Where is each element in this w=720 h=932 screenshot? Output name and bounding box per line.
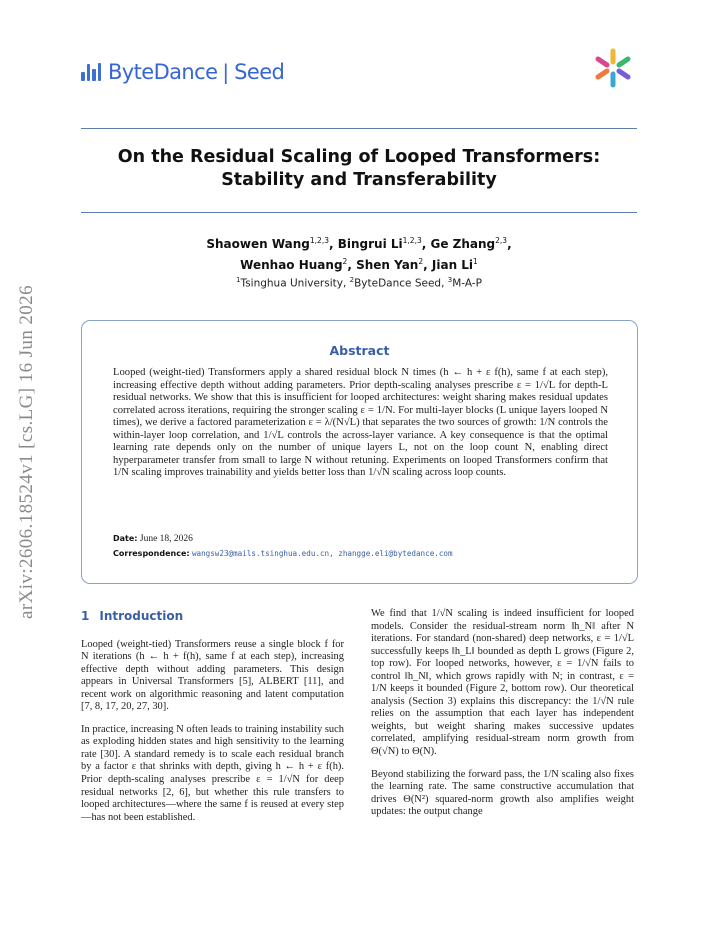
author-line xyxy=(81,232,637,253)
affiliation: M-A-P xyxy=(452,277,482,290)
correspondence-line xyxy=(113,549,608,559)
email-link[interactable]: wangsw23@mails.tsinghua.edu.cn xyxy=(191,549,330,558)
abstract-heading: Abstract xyxy=(329,343,390,358)
body-paragraph: Beyond stabilizing the forward pass, the 1/N scaling also fixes the learning rate. The same constructive accumulation that drives Θ(N²) squared-norm growth also amplifies weight updates: the output change xyxy=(371,768,634,818)
author-affil-mark: 2 xyxy=(418,257,424,266)
title-line: On the Residual Scaling of Looped Transformers: xyxy=(117,147,601,167)
correspondence-label: Correspondence: xyxy=(113,549,190,558)
seed-star-icon xyxy=(592,47,634,89)
body-paragraph: Looped (weight-tied) Transformers reuse a single block f for N iterations (h ← h + f(h), same f at each step), increasing effective depth without adding parameters. This design appears in Universal Transformers [5], ALBERT [11], and recent work on algorithmic reasoning and latent computation [7, 8, 17, 20, 27, 30]. xyxy=(81,638,344,713)
body-paragraph: We find that 1/√N scaling is indeed insufficient for looped models. Consider the residual-stream norm ‖h_N‖ after N iterations. For standard (non-shared) deep networks, ε = 1/√L successfully keeps ‖h_L‖ bounded as depth L grows (Figure 2, top row). For looped networks, however, ε = 1/√N fails to control ‖h_N‖, which grows rapidly with N; in contrast, ε = 1/N keeps it bounded (Figure 2, bottom row). Our theoretical analysis (Section 3) explains this discrepancy: the 1/√N rule relies on the assumption that each layer has independent weights, but weight sharing makes successive updates correlated, amplifying residual-stream norm growth from Θ(√N) to Θ(N). xyxy=(371,608,634,758)
affiliation: ByteDance Seed, xyxy=(354,277,448,290)
date-value: June 18, 2026 xyxy=(139,534,193,544)
author-affil-mark: 1 xyxy=(473,257,478,266)
body-paragraph: In practice, increasing N often leads to training instability such as exploding hidden states and high sensitivity to the learning rate [30]. A standard remedy is to scale each residual branch by a factor ε that shrinks with depth, giving h ← h + ε f(h). Prior depth-scaling analyses prescribe ε = 1/√N for deep residual networks [2, 6], but whether this rule transfers to looped architectures—where the same f is reused at every step—has not been established. xyxy=(81,723,344,823)
brand-name: ByteDance xyxy=(108,60,218,84)
bytedance-bars-icon xyxy=(81,63,101,81)
author-line xyxy=(81,253,637,274)
title-rule xyxy=(81,212,637,213)
author-sep: , xyxy=(423,258,432,272)
author-affil-mark: 2,3 xyxy=(495,236,508,245)
affiliation: Tsinghua University, xyxy=(240,277,350,290)
author-name: Jian Li xyxy=(431,258,474,272)
author-sep: , xyxy=(328,237,338,251)
abstract-text: Looped (weight-tied) Transformers apply a shared residual block N times (h ← h + ε f(h), same f at each step), increasing effective depth without adding parameters. Prior depth-scaling analyses prescribe ε = 1/√L for depth-L residual networks. We show that this is insufficient for looped architectures: weight sharing makes residual updates correlated across iterations, requiring the stronger scaling ε = 1/N. For multi-layer blocks (L unique layers looped N times), we derive a factored parameterization ε = λ/(N√L) that separates the two sources of growth: 1/N controls the within-layer loop correlation, and 1/√L controls the across-layer variance. A key consequence is that the optimal learning rate depends only on the number of unique layers L, not on the loop count N, enabling direct hyperparameter transfer from small to large N without retuning. Experiments on looped Transformers confirm that 1/N scaling improves trainability and yields better loss than 1/√N scaling across loop counts. xyxy=(113,367,608,478)
author-name: Bingrui Li xyxy=(337,237,403,251)
date-line xyxy=(113,534,608,544)
affil-mark: 1 xyxy=(236,276,241,284)
section-heading xyxy=(81,610,344,623)
author-affil-mark: 1,2,3 xyxy=(309,236,329,245)
affil-mark: 3 xyxy=(447,276,453,284)
author-name: Wenhao Huang xyxy=(240,258,343,272)
brand-product: Seed xyxy=(234,60,285,84)
section-title: Introduction xyxy=(99,609,184,623)
author-sep: , xyxy=(347,258,357,272)
author-affil-mark: 2 xyxy=(342,257,348,266)
bytedance-seed-logo xyxy=(81,56,284,88)
author-name: Ge Zhang xyxy=(430,237,496,251)
author-affil-mark: 1,2,3 xyxy=(402,236,422,245)
arxiv-identifier xyxy=(2,262,52,642)
author-sep: , xyxy=(507,237,512,251)
abstract-box xyxy=(81,320,638,584)
section-number: 1 xyxy=(81,609,90,623)
affil-mark: 2 xyxy=(349,276,355,284)
arxiv-id-text: arXiv:2606.18524v1 [cs.LG] 16 Jun 2026 xyxy=(16,285,38,619)
email-separator: , xyxy=(329,549,339,558)
top-rule xyxy=(81,128,637,129)
email-link[interactable]: zhangge.eli@bytedance.com xyxy=(338,549,453,558)
author-list xyxy=(81,232,637,274)
affiliations xyxy=(81,276,637,290)
title-line: Stability and Transferability xyxy=(221,170,497,190)
author-name: Shaowen Wang xyxy=(206,237,310,251)
paper-title xyxy=(81,146,637,192)
right-column xyxy=(371,608,634,829)
brand-separator: | xyxy=(222,60,230,84)
author-sep: , xyxy=(421,237,431,251)
left-column xyxy=(81,608,344,834)
author-name: Shen Yan xyxy=(356,258,419,272)
date-label: Date: xyxy=(113,534,138,543)
